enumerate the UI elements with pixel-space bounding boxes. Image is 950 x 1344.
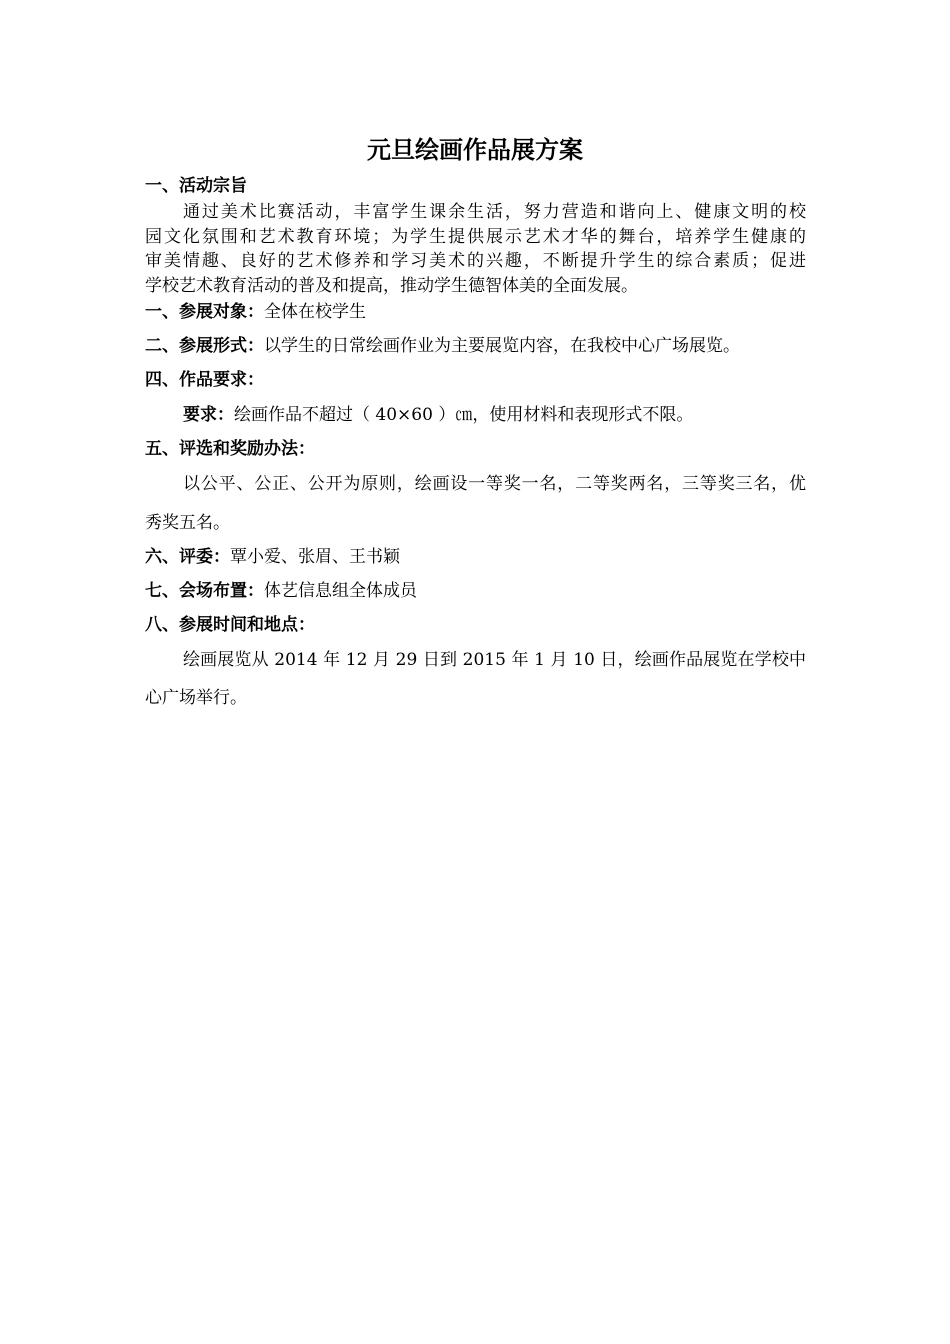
section-4-heading: 四、作品要求：	[145, 370, 264, 390]
section-1-line-2: 园文化氛围和艺术教育环境；为学生提供展示艺术才华的舞台，培养学生健康的	[145, 227, 806, 247]
section-1-line-1: 通过美术比赛活动，丰富学生课余生活，努力营造和谐向上、健康文明的校	[183, 202, 806, 222]
section-1-heading: 一、活动宗旨	[145, 176, 247, 196]
section-2-heading: 一、参展对象：	[145, 302, 264, 322]
section-5-line-1: 以公平、公正、公开为原则，绘画设一等奖一名，二等奖两名，三等奖三名，优	[183, 474, 806, 494]
section-6	[145, 545, 825, 569]
section-5-heading: 五、评选和奖励办法：	[145, 439, 315, 459]
section-5-line-2: 秀奖五名。	[145, 513, 230, 533]
section-6-text: 覃小爱、张眉、王书颖	[230, 547, 400, 567]
section-7-heading: 七、会场布置：	[145, 581, 264, 601]
section-2	[145, 300, 825, 324]
section-3	[145, 334, 825, 358]
section-4-text: 绘画作品不超过（ 40×60 ）㎝，使用材料和表现形式不限。	[234, 405, 694, 425]
section-3-text: 以学生的日常绘画作业为主要展览内容，在我校中心广场展览。	[264, 336, 740, 356]
section-3-heading: 二、参展形式：	[145, 336, 264, 356]
section-8-line-1: 绘画展览从 2014 年 12 月 29 日到 2015 年 1 月 10 日，绘画作品展览在学校中	[183, 650, 806, 670]
section-4-body	[183, 403, 823, 427]
section-4-label: 要求：	[183, 405, 234, 425]
section-8-heading: 八、参展时间和地点：	[145, 615, 315, 635]
section-8-line-2: 心广场举行。	[145, 688, 247, 708]
document-title: 元旦绘画作品展方案	[367, 136, 583, 164]
section-6-heading: 六、评委：	[145, 547, 230, 567]
section-7-text: 体艺信息组全体成员	[264, 581, 417, 601]
section-1-line-3: 审美情趣、良好的艺术修养和学习美术的兴趣，不断提升学生的综合素质；促进	[145, 251, 806, 271]
section-2-text: 全体在校学生	[264, 302, 366, 322]
section-1-line-4: 学校艺术教育活动的普及和提高，推动学生德智体美的全面发展。	[145, 276, 638, 296]
section-7	[145, 579, 825, 603]
